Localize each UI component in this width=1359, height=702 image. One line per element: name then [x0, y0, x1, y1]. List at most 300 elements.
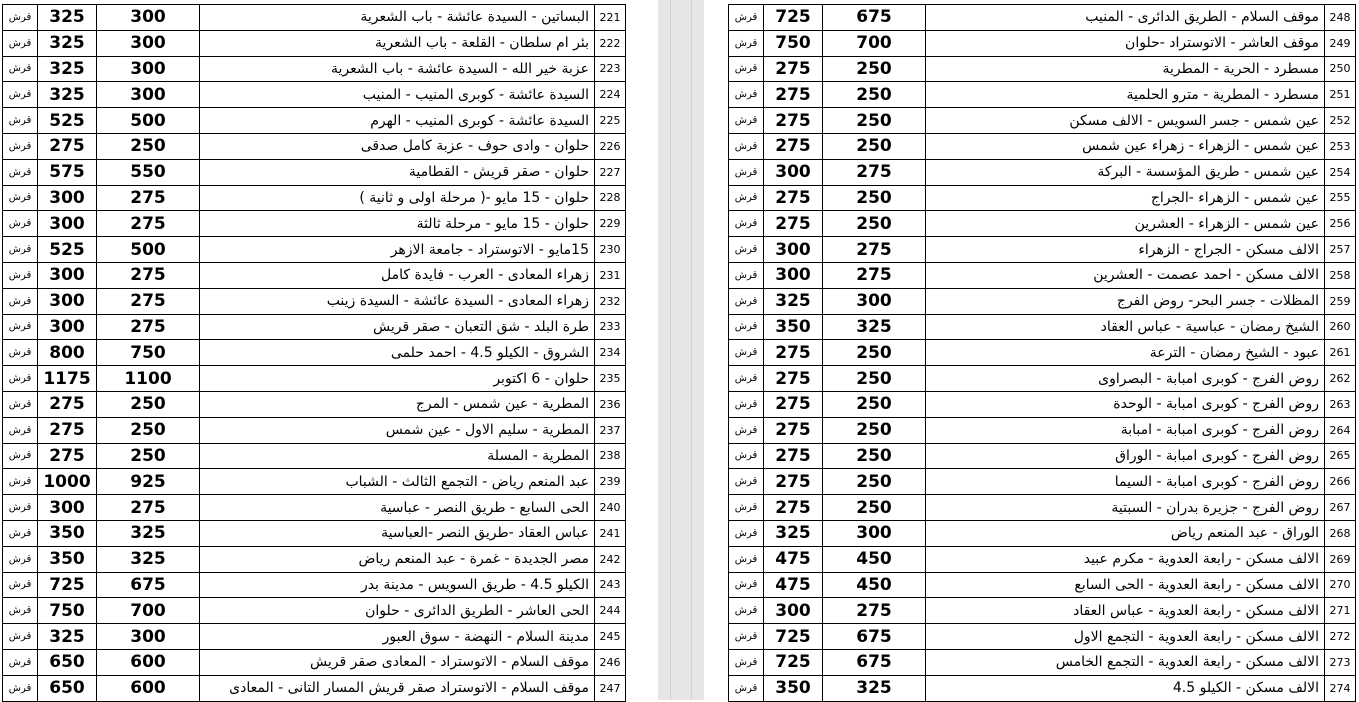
line-number-cell: 252: [1325, 108, 1356, 134]
route-cell: السيدة عائشة - كوبرى المنيب - المنيب: [200, 82, 595, 108]
route-cell: روض الفرج - كوبرى امبابة - السيما: [926, 469, 1325, 495]
currency-cell: قرش: [3, 237, 38, 263]
route-cell: السيدة عائشة - كوبرى المنيب - الهرم: [200, 108, 595, 134]
line-number-cell: 269: [1325, 546, 1356, 572]
line-number-cell: 228: [595, 185, 626, 211]
currency-cell: قرش: [3, 340, 38, 366]
route-cell: الالف مسكن - رابعة العدوية - التجمع الخامس: [926, 649, 1325, 675]
route-cell: روض الفرج - كوبرى امبابة - البصراوى: [926, 366, 1325, 392]
table-row: [3, 211, 626, 237]
line-number-cell: 255: [1325, 185, 1356, 211]
table-row: [3, 288, 626, 314]
line-number-cell: 262: [1325, 366, 1356, 392]
line-number-cell: 232: [595, 288, 626, 314]
currency-cell: قرش: [729, 675, 764, 701]
table-row: [3, 56, 626, 82]
line-number-cell: 226: [595, 133, 626, 159]
route-cell: الشيخ رمضان - عباسية - عباس العقاد: [926, 314, 1325, 340]
old-fare-cell: 500: [97, 237, 200, 263]
route-cell: موقف السلام - الطريق الدائرى - المنيب: [926, 5, 1325, 31]
currency-cell: قرش: [3, 495, 38, 521]
old-fare-cell: 325: [823, 314, 926, 340]
currency-cell: قرش: [729, 598, 764, 624]
old-fare-cell: 275: [823, 262, 926, 288]
currency-cell: قرش: [3, 624, 38, 650]
currency-cell: قرش: [729, 82, 764, 108]
currency-cell: قرش: [3, 391, 38, 417]
line-number-cell: 267: [1325, 495, 1356, 521]
table-row: [729, 572, 1356, 598]
new-fare-cell: 325: [764, 520, 823, 546]
line-number-cell: 265: [1325, 443, 1356, 469]
table-row: [729, 366, 1356, 392]
route-cell: عين شمس - جسر السويس - الالف مسكن: [926, 108, 1325, 134]
new-fare-cell: 275: [764, 469, 823, 495]
route-cell: موقف السلام - الاتوستراد - المعادى صقر قريش: [200, 649, 595, 675]
old-fare-cell: 325: [97, 546, 200, 572]
new-fare-cell: 475: [764, 546, 823, 572]
currency-cell: قرش: [729, 546, 764, 572]
line-number-cell: 263: [1325, 391, 1356, 417]
route-cell: الالف مسكن - الكيلو 4.5: [926, 675, 1325, 701]
route-cell: الالف مسكن - رابعة العدوية - مكرم عبيد: [926, 546, 1325, 572]
route-cell: عين شمس - الزهراء - زهراء عين شمس: [926, 133, 1325, 159]
currency-cell: قرش: [729, 649, 764, 675]
old-fare-cell: 275: [823, 237, 926, 263]
table-row: [3, 314, 626, 340]
currency-cell: قرش: [729, 469, 764, 495]
table-row: [3, 495, 626, 521]
line-number-cell: 264: [1325, 417, 1356, 443]
line-number-cell: 241: [595, 520, 626, 546]
currency-cell: قرش: [3, 675, 38, 701]
currency-cell: قرش: [729, 288, 764, 314]
line-number-cell: 260: [1325, 314, 1356, 340]
old-fare-cell: 250: [823, 185, 926, 211]
table-row: [3, 443, 626, 469]
old-fare-cell: 300: [823, 288, 926, 314]
currency-cell: قرش: [729, 314, 764, 340]
route-cell: الحى العاشر - الطريق الدائرى - حلوان: [200, 598, 595, 624]
new-fare-cell: 575: [38, 159, 97, 185]
route-cell: موقف العاشر - الاتوستراد -حلوان: [926, 30, 1325, 56]
currency-cell: قرش: [3, 30, 38, 56]
old-fare-cell: 550: [97, 159, 200, 185]
table-row: [3, 262, 626, 288]
table-row: [729, 417, 1356, 443]
line-number-cell: 239: [595, 469, 626, 495]
currency-cell: قرش: [729, 443, 764, 469]
currency-cell: قرش: [729, 572, 764, 598]
route-cell: عين شمس - الزهراء - العشرين: [926, 211, 1325, 237]
currency-cell: قرش: [3, 82, 38, 108]
table-row: [729, 288, 1356, 314]
line-number-cell: 247: [595, 675, 626, 701]
new-fare-cell: 300: [38, 185, 97, 211]
currency-cell: قرش: [3, 262, 38, 288]
line-number-cell: 245: [595, 624, 626, 650]
new-fare-cell: 475: [764, 572, 823, 598]
old-fare-cell: 275: [97, 288, 200, 314]
table-row: [3, 469, 626, 495]
currency-cell: قرش: [3, 108, 38, 134]
table-row: [729, 391, 1356, 417]
old-fare-cell: 675: [97, 572, 200, 598]
line-number-cell: 246: [595, 649, 626, 675]
table-row: [729, 133, 1356, 159]
new-fare-cell: 325: [38, 56, 97, 82]
table-row: [729, 185, 1356, 211]
old-fare-cell: 250: [97, 391, 200, 417]
old-fare-cell: 600: [97, 675, 200, 701]
route-cell: البساتين - السيدة عائشة - باب الشعرية: [200, 5, 595, 31]
currency-cell: قرش: [729, 262, 764, 288]
old-fare-cell: 250: [823, 495, 926, 521]
route-cell: عبود - الشيخ رمضان - الترعة: [926, 340, 1325, 366]
new-fare-cell: 325: [38, 624, 97, 650]
table-row: [3, 340, 626, 366]
currency-cell: قرش: [3, 314, 38, 340]
currency-cell: قرش: [3, 211, 38, 237]
old-fare-cell: 275: [823, 159, 926, 185]
new-fare-cell: 325: [38, 5, 97, 31]
table-row: [729, 340, 1356, 366]
new-fare-cell: 325: [38, 30, 97, 56]
line-number-cell: 250: [1325, 56, 1356, 82]
old-fare-cell: 250: [823, 82, 926, 108]
route-cell: عين شمس - الزهراء -الجراج: [926, 185, 1325, 211]
route-cell: بئر ام سلطان - القلعة - باب الشعرية: [200, 30, 595, 56]
route-cell: زهراء المعادى - العرب - فايدة كامل: [200, 262, 595, 288]
route-cell: الالف مسكن - رابعة العدوية - الحى السابع: [926, 572, 1325, 598]
currency-cell: قرش: [3, 572, 38, 598]
currency-cell: قرش: [3, 133, 38, 159]
route-cell: حلوان - 15 مايو -( مرحلة اولى و ثانية ): [200, 185, 595, 211]
table-row: [3, 675, 626, 701]
new-fare-cell: 275: [764, 211, 823, 237]
table-row: [729, 314, 1356, 340]
new-fare-cell: 725: [38, 572, 97, 598]
old-fare-cell: 675: [823, 649, 926, 675]
currency-cell: قرش: [729, 520, 764, 546]
line-number-cell: 274: [1325, 675, 1356, 701]
old-fare-cell: 300: [97, 82, 200, 108]
line-number-cell: 223: [595, 56, 626, 82]
currency-cell: قرش: [3, 649, 38, 675]
currency-cell: قرش: [3, 5, 38, 31]
currency-cell: قرش: [729, 30, 764, 56]
table-row: [729, 520, 1356, 546]
new-fare-cell: 350: [38, 546, 97, 572]
route-cell: الكيلو 4.5 - طريق السويس - مدينة بدر: [200, 572, 595, 598]
old-fare-cell: 300: [97, 5, 200, 31]
currency-cell: قرش: [3, 185, 38, 211]
route-cell: المطرية - سليم الاول - عين شمس: [200, 417, 595, 443]
currency-cell: قرش: [3, 598, 38, 624]
new-fare-cell: 350: [38, 520, 97, 546]
line-number-cell: 244: [595, 598, 626, 624]
old-fare-cell: 250: [97, 133, 200, 159]
route-cell: الحى السابع - طريق النصر - عباسية: [200, 495, 595, 521]
route-cell: المطرية - المسلة: [200, 443, 595, 469]
route-cell: حلوان - 15 مايو - مرحلة ثالثة: [200, 211, 595, 237]
line-number-cell: 230: [595, 237, 626, 263]
new-fare-cell: 300: [38, 314, 97, 340]
route-cell: الوراق - عبد المنعم رياض: [926, 520, 1325, 546]
line-number-cell: 221: [595, 5, 626, 31]
old-fare-cell: 300: [97, 56, 200, 82]
currency-cell: قرش: [3, 56, 38, 82]
line-number-cell: 251: [1325, 82, 1356, 108]
currency-cell: قرش: [3, 417, 38, 443]
new-fare-cell: 750: [38, 598, 97, 624]
line-number-cell: 229: [595, 211, 626, 237]
route-cell: عباس العقاد -طريق النصر -العباسية: [200, 520, 595, 546]
table-row: [729, 262, 1356, 288]
route-cell: عبد المنعم رياض - التجمع الثالث - الشباب: [200, 469, 595, 495]
old-fare-cell: 250: [823, 133, 926, 159]
new-fare-cell: 725: [764, 649, 823, 675]
new-fare-cell: 300: [38, 288, 97, 314]
new-fare-cell: 650: [38, 675, 97, 701]
currency-cell: قرش: [729, 624, 764, 650]
table-row: [3, 5, 626, 31]
old-fare-cell: 700: [97, 598, 200, 624]
currency-cell: قرش: [729, 185, 764, 211]
line-number-cell: 271: [1325, 598, 1356, 624]
table-row: [729, 443, 1356, 469]
old-fare-cell: 250: [97, 417, 200, 443]
old-fare-cell: 250: [823, 391, 926, 417]
new-fare-cell: 275: [764, 366, 823, 392]
currency-cell: قرش: [3, 546, 38, 572]
new-fare-cell: 750: [764, 30, 823, 56]
new-fare-cell: 275: [764, 417, 823, 443]
route-cell: مسطرد - المطرية - مترو الحلمية: [926, 82, 1325, 108]
route-cell: 15مايو - الاتوستراد - جامعة الازهر: [200, 237, 595, 263]
route-cell: المطرية - عين شمس - المرج: [200, 391, 595, 417]
table-row: [729, 159, 1356, 185]
new-fare-cell: 275: [38, 133, 97, 159]
fares-table-right: [728, 4, 1356, 702]
line-number-cell: 231: [595, 262, 626, 288]
new-fare-cell: 350: [764, 314, 823, 340]
table-row: [729, 56, 1356, 82]
old-fare-cell: 250: [823, 366, 926, 392]
currency-cell: قرش: [729, 56, 764, 82]
old-fare-cell: 275: [97, 211, 200, 237]
currency-cell: قرش: [729, 108, 764, 134]
table-row: [3, 237, 626, 263]
table-row: [3, 598, 626, 624]
new-fare-cell: 275: [764, 495, 823, 521]
line-number-cell: 272: [1325, 624, 1356, 650]
currency-cell: قرش: [3, 288, 38, 314]
page-left: [0, 0, 658, 700]
old-fare-cell: 300: [823, 520, 926, 546]
route-cell: روض الفرج - جزيرة بدران - السبتية: [926, 495, 1325, 521]
route-cell: مدينة السلام - النهضة - سوق العبور: [200, 624, 595, 650]
old-fare-cell: 300: [97, 624, 200, 650]
new-fare-cell: 300: [38, 211, 97, 237]
route-cell: موقف السلام - الاتوستراد صقر قريش المسار التانى - المعادى: [200, 675, 595, 701]
new-fare-cell: 275: [764, 185, 823, 211]
line-number-cell: 237: [595, 417, 626, 443]
table-row: [729, 5, 1356, 31]
currency-cell: قرش: [729, 5, 764, 31]
line-number-cell: 261: [1325, 340, 1356, 366]
old-fare-cell: 250: [823, 443, 926, 469]
currency-cell: قرش: [3, 520, 38, 546]
line-number-cell: 243: [595, 572, 626, 598]
currency-cell: قرش: [729, 211, 764, 237]
currency-cell: قرش: [729, 133, 764, 159]
old-fare-cell: 925: [97, 469, 200, 495]
line-number-cell: 248: [1325, 5, 1356, 31]
line-number-cell: 222: [595, 30, 626, 56]
table-row: [729, 624, 1356, 650]
new-fare-cell: 325: [764, 288, 823, 314]
new-fare-cell: 275: [764, 340, 823, 366]
route-cell: حلوان - وادى حوف - عزبة كامل صدقى: [200, 133, 595, 159]
currency-cell: قرش: [729, 417, 764, 443]
line-number-cell: 234: [595, 340, 626, 366]
new-fare-cell: 725: [764, 5, 823, 31]
line-number-cell: 259: [1325, 288, 1356, 314]
line-number-cell: 268: [1325, 520, 1356, 546]
old-fare-cell: 250: [823, 469, 926, 495]
currency-cell: قرش: [3, 366, 38, 392]
line-number-cell: 258: [1325, 262, 1356, 288]
line-number-cell: 273: [1325, 649, 1356, 675]
line-number-cell: 233: [595, 314, 626, 340]
old-fare-cell: 250: [823, 56, 926, 82]
table-row: [729, 211, 1356, 237]
route-cell: الالف مسكن - رابعة العدوية - التجمع الاول: [926, 624, 1325, 650]
route-cell: مسطرد - الحرية - المطرية: [926, 56, 1325, 82]
table-row: [729, 598, 1356, 624]
currency-cell: قرش: [3, 469, 38, 495]
page-gutter: [658, 0, 704, 700]
table-row: [3, 649, 626, 675]
route-cell: الالف مسكن - رابعة العدوية - عباس العقاد: [926, 598, 1325, 624]
table-row: [729, 495, 1356, 521]
table-row: [3, 108, 626, 134]
old-fare-cell: 450: [823, 546, 926, 572]
old-fare-cell: 275: [97, 185, 200, 211]
new-fare-cell: 525: [38, 237, 97, 263]
table-row: [3, 546, 626, 572]
line-number-cell: 227: [595, 159, 626, 185]
table-row: [3, 520, 626, 546]
table-row: [3, 624, 626, 650]
line-number-cell: 257: [1325, 237, 1356, 263]
old-fare-cell: 275: [823, 598, 926, 624]
table-row: [3, 30, 626, 56]
currency-cell: قرش: [3, 443, 38, 469]
new-fare-cell: 275: [38, 443, 97, 469]
currency-cell: قرش: [729, 495, 764, 521]
route-cell: عين شمس - طريق المؤسسة - البركة: [926, 159, 1325, 185]
route-cell: طرة البلد - شق التعبان - صقر قريش: [200, 314, 595, 340]
old-fare-cell: 325: [97, 520, 200, 546]
new-fare-cell: 275: [764, 391, 823, 417]
old-fare-cell: 450: [823, 572, 926, 598]
old-fare-cell: 300: [97, 30, 200, 56]
old-fare-cell: 275: [97, 495, 200, 521]
line-number-cell: 254: [1325, 159, 1356, 185]
new-fare-cell: 300: [764, 159, 823, 185]
route-cell: زهراء المعادى - السيدة عائشة - السيدة زينب: [200, 288, 595, 314]
route-cell: الشروق - الكيلو 4.5 - احمد حلمى: [200, 340, 595, 366]
old-fare-cell: 750: [97, 340, 200, 366]
table-row: [729, 649, 1356, 675]
new-fare-cell: 300: [38, 262, 97, 288]
route-cell: الالف مسكن - الجراج - الزهراء: [926, 237, 1325, 263]
new-fare-cell: 300: [764, 262, 823, 288]
route-cell: المظلات - جسر البحر- روض الفرج: [926, 288, 1325, 314]
route-cell: حلوان - 6 اكتوبر: [200, 366, 595, 392]
currency-cell: قرش: [729, 366, 764, 392]
new-fare-cell: 650: [38, 649, 97, 675]
old-fare-cell: 250: [97, 443, 200, 469]
old-fare-cell: 250: [823, 108, 926, 134]
new-fare-cell: 350: [764, 675, 823, 701]
line-number-cell: 253: [1325, 133, 1356, 159]
currency-cell: قرش: [729, 340, 764, 366]
table-row: [729, 237, 1356, 263]
old-fare-cell: 675: [823, 624, 926, 650]
currency-cell: قرش: [729, 391, 764, 417]
line-number-cell: 266: [1325, 469, 1356, 495]
new-fare-cell: 1000: [38, 469, 97, 495]
old-fare-cell: 675: [823, 5, 926, 31]
new-fare-cell: 800: [38, 340, 97, 366]
new-fare-cell: 325: [38, 82, 97, 108]
old-fare-cell: 250: [823, 340, 926, 366]
page-right: [704, 0, 1359, 700]
route-cell: عزبة خير الله - السيدة عائشة - باب الشعرية: [200, 56, 595, 82]
table-row: [3, 391, 626, 417]
new-fare-cell: 275: [764, 82, 823, 108]
new-fare-cell: 725: [764, 624, 823, 650]
new-fare-cell: 275: [764, 443, 823, 469]
new-fare-cell: 300: [764, 598, 823, 624]
table-row: [3, 185, 626, 211]
new-fare-cell: 275: [764, 56, 823, 82]
old-fare-cell: 275: [97, 262, 200, 288]
line-number-cell: 242: [595, 546, 626, 572]
new-fare-cell: 300: [764, 237, 823, 263]
table-row: [3, 366, 626, 392]
table-row: [729, 30, 1356, 56]
new-fare-cell: 275: [38, 391, 97, 417]
new-fare-cell: 300: [38, 495, 97, 521]
table-row: [3, 82, 626, 108]
table-row: [3, 572, 626, 598]
route-cell: روض الفرج - كوبرى امبابة - امبابة: [926, 417, 1325, 443]
line-number-cell: 249: [1325, 30, 1356, 56]
table-row: [3, 133, 626, 159]
old-fare-cell: 500: [97, 108, 200, 134]
table-row: [729, 675, 1356, 701]
table-row: [729, 546, 1356, 572]
table-row: [3, 159, 626, 185]
line-number-cell: 235: [595, 366, 626, 392]
route-cell: مصر الجديدة - غمرة - عبد المنعم رياض: [200, 546, 595, 572]
route-cell: الالف مسكن - احمد عصمت - العشرين: [926, 262, 1325, 288]
line-number-cell: 238: [595, 443, 626, 469]
